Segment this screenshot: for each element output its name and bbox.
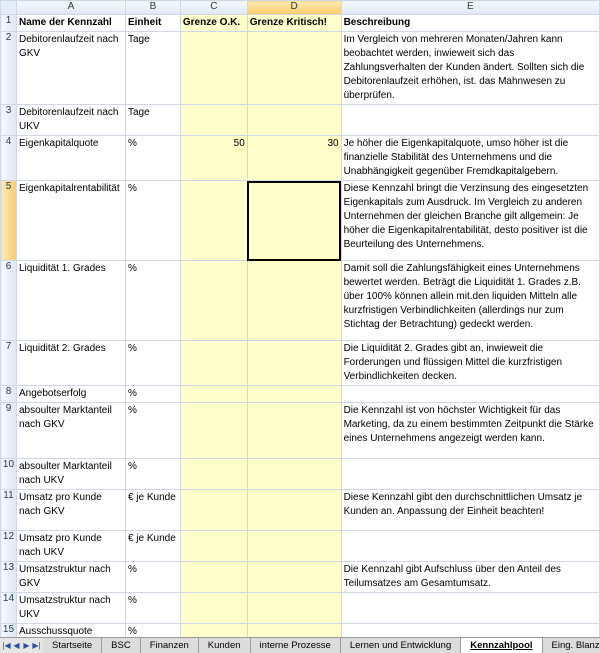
row-header[interactable]: 2 <box>1 32 17 105</box>
cell-limit-critical[interactable] <box>247 593 341 624</box>
row-header[interactable]: 10 <box>1 459 17 490</box>
cell-limit-ok[interactable] <box>180 105 247 136</box>
table-row <box>1 136 600 181</box>
sheet-tab[interactable]: Finanzen <box>141 638 199 653</box>
cell-limit-critical[interactable] <box>247 105 341 136</box>
header-cell-unit[interactable]: Einheit <box>125 15 180 32</box>
cell-description[interactable]: Je höher die Eigenkapitalquote, umso höher ist die finanzielle Stabilität des Unternehmens und die Unabhängigkeit gegenüber Fremdkapitalgebern. <box>341 136 599 181</box>
cell-name[interactable]: absoulter Marktanteil nach UKV <box>16 459 125 490</box>
header-cell-limit-critical[interactable]: Grenze Kritisch! <box>247 15 341 32</box>
cell-description[interactable] <box>341 459 599 490</box>
column-header-d[interactable]: D <box>247 1 341 15</box>
cell-limit-ok[interactable] <box>180 181 247 261</box>
cell-description[interactable] <box>341 593 599 624</box>
cell-limit-critical[interactable] <box>247 531 341 562</box>
sheet-tab[interactable]: interne Prozesse <box>251 638 341 653</box>
sheet-tab-bar <box>0 637 600 653</box>
cell-name[interactable]: Angebotserfolg <box>16 386 125 403</box>
row-header[interactable]: 11 <box>1 490 17 531</box>
cell-unit[interactable]: € je Kunde <box>125 490 180 531</box>
table-row <box>1 531 600 562</box>
header-cell-description[interactable]: Beschreibung <box>341 15 599 32</box>
sheet-tab[interactable]: Lernen und Entwicklung <box>341 638 461 653</box>
header-cell-name[interactable]: Name der Kennzahl <box>16 15 125 32</box>
cell-unit[interactable]: % <box>125 562 180 593</box>
table-row <box>1 403 600 459</box>
cell-limit-ok[interactable] <box>180 32 247 105</box>
cell-limit-critical[interactable] <box>247 341 341 386</box>
cell-limit-critical[interactable] <box>247 386 341 403</box>
table-row <box>1 261 600 341</box>
cell-description[interactable] <box>341 105 599 136</box>
cell-name[interactable]: Debitorenlaufzeit nach GKV <box>16 32 125 105</box>
table-row <box>1 624 600 638</box>
active-cell[interactable] <box>247 181 341 261</box>
row-header[interactable]: 3 <box>1 105 17 136</box>
cell-limit-ok[interactable]: 50 <box>180 136 247 181</box>
cell-description[interactable]: Damit soll die Zahlungsfähigkeit eines Unternehmens bewertet werden. Beträgt die Liquidität 1. Grades z.B. über 100% können allein mit.den liquiden Mitteln alle kurzfristigen Verbindlichkeiten (allerdings nur zum Stichtag der Betrachtung) gedeckt werden. <box>341 261 599 341</box>
cell-name[interactable]: absoulter Marktanteil nach GKV <box>16 403 125 459</box>
cell-description[interactable]: Diese Kennzahl gibt den durchschnittlichen Umsatz je Kunden an. Anpassung der Einheit beachten! <box>341 490 599 531</box>
cell-limit-critical[interactable] <box>247 261 341 341</box>
cell-description[interactable] <box>341 624 599 638</box>
cell-unit[interactable]: % <box>125 593 180 624</box>
row-header[interactable]: 14 <box>1 593 17 624</box>
cell-unit[interactable]: % <box>125 403 180 459</box>
row-header[interactable]: 13 <box>1 562 17 593</box>
cell-limit-critical[interactable]: 30 <box>247 136 341 181</box>
cell-name[interactable]: Umsatzstruktur nach GKV <box>16 562 125 593</box>
table-row <box>1 562 600 593</box>
last-sheet-icon[interactable]: ▶| <box>32 641 41 650</box>
column-header-c[interactable]: C <box>180 1 247 15</box>
cell-description[interactable]: Die Liquidität 2. Grades gibt an, inwieweit die Forderungen und flüssigen Mittel die kurzfristigen Verbindlichkeiten decken. <box>341 341 599 386</box>
cell-name[interactable]: Ausschussquote <box>16 624 125 638</box>
row-header[interactable]: 4 <box>1 136 17 181</box>
next-sheet-icon[interactable]: ▶ <box>23 641 30 650</box>
cell-limit-critical[interactable] <box>247 459 341 490</box>
cell-limit-critical[interactable] <box>247 32 341 105</box>
table-row <box>1 459 600 490</box>
tab-navigation <box>0 638 43 653</box>
cell-description[interactable]: Die Kennzahl ist von höchster Wichtigkeit für das Marketing, da zu einem bestimmten Zeitpunkt die Stärke eines Unternehmens angezeigt werden kann. <box>341 403 599 459</box>
table-row <box>1 32 600 105</box>
table-row <box>1 386 600 403</box>
cell-unit[interactable]: Tage <box>125 105 180 136</box>
cell-limit-ok[interactable] <box>180 624 247 638</box>
cell-name[interactable]: Umsatz pro Kunde nach GKV <box>16 490 125 531</box>
cell-unit[interactable]: % <box>125 136 180 181</box>
prev-sheet-icon[interactable]: ◀ <box>13 641 20 650</box>
cell-description[interactable]: Im Vergleich von mehreren Monaten/Jahren kann beobachtet werden, inwieweit sich das Zahlungsverhalten der Kunden ändert. Sollten sich die Debitorenlaufzeit erhöhen, ist. das Mahnwesen zu überprüfen. <box>341 32 599 105</box>
cell-description[interactable]: Diese Kennzahl bringt die Verzinsung des eingesetzten Eigenkapitals zum Ausdruck. Im Vergleich zu anderen Unternehmen der gleichen Branche gilt allgemein: Je höher die Eigenkapitalrentabilität, desto positiver ist die Beurteilung des Unternehmens. <box>341 181 599 261</box>
cell-name[interactable]: Liquidität 1. Grades <box>16 261 125 341</box>
cell-limit-ok[interactable] <box>180 261 247 341</box>
cell-description[interactable]: Die Kennzahl gibt Aufschluss über den Anteil des Teilumsatzes am Gesamtumsatz. <box>341 562 599 593</box>
cell-description[interactable] <box>341 531 599 562</box>
table-row <box>1 593 600 624</box>
sheet-tab[interactable]: Kunden <box>199 638 251 653</box>
column-header-e[interactable]: E <box>341 1 599 15</box>
cell-name[interactable]: Eigenkapitalrentabilität <box>16 181 125 261</box>
cell-unit[interactable]: € je Kunde <box>125 531 180 562</box>
table-row <box>1 341 600 386</box>
cell-limit-critical[interactable] <box>247 403 341 459</box>
cell-unit[interactable]: % <box>125 341 180 386</box>
cell-limit-critical[interactable] <box>247 624 341 638</box>
cell-name[interactable]: Eigenkapitalquote <box>16 136 125 181</box>
cell-unit[interactable]: % <box>125 181 180 261</box>
first-sheet-icon[interactable]: |◀ <box>2 641 11 650</box>
cell-limit-ok[interactable] <box>180 459 247 490</box>
sheet-tab[interactable]: BSC <box>102 638 141 653</box>
sheet-tab[interactable]: Startseite <box>43 638 102 653</box>
cell-limit-ok[interactable] <box>180 386 247 403</box>
cell-unit[interactable]: % <box>125 459 180 490</box>
cell-name[interactable]: Liquidität 2. Grades <box>16 341 125 386</box>
header-cell-limit-ok[interactable]: Grenze O.K. <box>180 15 247 32</box>
table-row <box>1 490 600 531</box>
cell-name[interactable]: Umsatz pro Kunde nach UKV <box>16 531 125 562</box>
cell-limit-ok[interactable] <box>180 562 247 593</box>
column-header-a[interactable]: A <box>16 1 125 15</box>
table-row <box>1 181 600 261</box>
cell-name[interactable]: Debitorenlaufzeit nach UKV <box>16 105 125 136</box>
select-all-corner[interactable] <box>1 1 17 15</box>
row-header[interactable]: 7 <box>1 341 17 386</box>
cell-unit[interactable]: % <box>125 261 180 341</box>
cell-name[interactable]: Umsatzstruktur nach UKV <box>16 593 125 624</box>
cell-unit[interactable]: Tage <box>125 32 180 105</box>
cell-unit[interactable]: % <box>125 624 180 638</box>
sheet-tab[interactable]: Kennzahlpool <box>461 638 542 653</box>
row-header[interactable]: 6 <box>1 261 17 341</box>
column-header-b[interactable]: B <box>125 1 180 15</box>
cell-description[interactable] <box>341 386 599 403</box>
table-row <box>1 105 600 136</box>
cell-limit-ok[interactable] <box>180 593 247 624</box>
cell-limit-ok[interactable] <box>180 490 247 531</box>
cell-limit-ok[interactable] <box>180 403 247 459</box>
cell-limit-critical[interactable] <box>247 562 341 593</box>
row-header[interactable]: 15 <box>1 624 17 638</box>
cell-limit-ok[interactable] <box>180 531 247 562</box>
row-header[interactable]: 8 <box>1 386 17 403</box>
row-header[interactable]: 5 <box>1 181 17 261</box>
cell-limit-ok[interactable] <box>180 341 247 386</box>
cell-unit[interactable]: % <box>125 386 180 403</box>
row-header[interactable]: 12 <box>1 531 17 562</box>
sheet-tab[interactable]: Eing. Blanz <box>543 638 600 653</box>
row-header[interactable]: 9 <box>1 403 17 459</box>
cell-limit-critical[interactable] <box>247 490 341 531</box>
row-header[interactable]: 1 <box>1 15 17 32</box>
